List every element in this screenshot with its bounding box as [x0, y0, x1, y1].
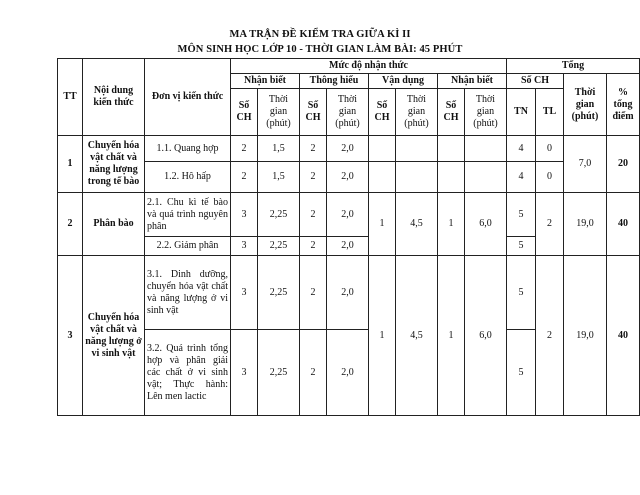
vdc-time: 6,0	[465, 193, 507, 256]
nb-count: 3	[231, 330, 258, 416]
header-level: Mức độ nhận thức	[231, 59, 507, 74]
header-vdc-time: Thời gian (phút)	[465, 89, 507, 136]
header-apply: Vận dụng	[369, 74, 438, 89]
vd-time: 4,5	[396, 193, 438, 256]
header-apply-high: Nhận biết	[438, 74, 507, 89]
table-row	[58, 136, 640, 162]
unit-label: 3.2. Quá trình tổng hợp và phân giải các chất ở vi sinh vật; Thực hành: Lên men lactic	[145, 330, 231, 416]
header-tl: TL	[536, 89, 564, 136]
section-topic: Chuyển hóa vật chất và năng lượng ở vi sinh vật	[83, 256, 145, 416]
tn-count: 4	[507, 162, 536, 193]
tl-count: 0	[536, 162, 564, 193]
nb-count: 3	[231, 193, 258, 237]
nb-time: 2,25	[258, 256, 300, 330]
th-time: 2,0	[327, 162, 369, 193]
th-time: 2,0	[327, 256, 369, 330]
vdc-time: 6,0	[465, 256, 507, 416]
nb-time: 2,25	[258, 330, 300, 416]
vdc-count: 1	[438, 256, 465, 416]
unit-label: 3.1. Dinh dưỡng, chuyển hóa vật chất và năng lượng ở vi sinh vật	[145, 256, 231, 330]
th-count: 2	[300, 193, 327, 237]
header-num-q: Số CH	[507, 74, 564, 89]
nb-time: 1,5	[258, 136, 300, 162]
th-time: 2,0	[327, 193, 369, 237]
header-total: Tổng	[507, 59, 640, 74]
header-nb-so: Số CH	[231, 89, 258, 136]
header-row-1	[58, 59, 640, 74]
header-tn: TN	[507, 89, 536, 136]
vd-time	[396, 136, 438, 162]
document-subtitle: MÔN SINH HỌC LỚP 10 - THỜI GIAN LÀM BÀI: 45 PHÚT	[177, 44, 463, 55]
header-understand: Thông hiểu	[300, 74, 369, 89]
header-unit: Đơn vị kiến thức	[145, 59, 231, 136]
header-tt: TT	[58, 59, 83, 136]
nb-count: 3	[231, 256, 258, 330]
header-vdc-so: Số CH	[438, 89, 465, 136]
nb-count: 2	[231, 162, 258, 193]
th-count: 2	[300, 330, 327, 416]
nb-count: 3	[231, 237, 258, 256]
th-count: 2	[300, 136, 327, 162]
th-count: 2	[300, 256, 327, 330]
percent-value: 20	[607, 136, 640, 193]
vd-count	[369, 162, 396, 193]
tn-count: 5	[507, 237, 536, 256]
vdc-count	[438, 136, 465, 162]
unit-label: 2.2. Giảm phân	[145, 237, 231, 256]
nb-count: 2	[231, 136, 258, 162]
section-number: 1	[58, 136, 83, 193]
vdc-count: 1	[438, 193, 465, 256]
vdc-time	[465, 136, 507, 162]
section-number: 3	[58, 256, 83, 416]
vdc-time	[465, 162, 507, 193]
document-title: MA TRẬN ĐỀ KIỂM TRA GIỮA KÌ II	[229, 29, 411, 40]
total-time: 19,0	[564, 256, 607, 416]
section-number: 2	[58, 193, 83, 256]
vdc-count	[438, 162, 465, 193]
tn-count: 5	[507, 330, 536, 416]
vd-time	[396, 162, 438, 193]
matrix-table	[57, 58, 640, 416]
unit-label: 1.2. Hô hấp	[145, 162, 231, 193]
nb-time: 1,5	[258, 162, 300, 193]
tn-count: 5	[507, 193, 536, 237]
table-row	[58, 193, 640, 237]
tl-count: 2	[536, 193, 564, 256]
nb-time: 2,25	[258, 193, 300, 237]
unit-label: 1.1. Quang hợp	[145, 136, 231, 162]
header-vd-so: Số CH	[369, 89, 396, 136]
unit-label: 2.1. Chu kì tế bào và quá trình nguyên phân	[145, 193, 231, 237]
nb-time: 2,25	[258, 237, 300, 256]
header-th-time: Thời gian (phút)	[327, 89, 369, 136]
tl-count: 2	[536, 256, 564, 416]
header-vd-time: Thời gian (phút)	[396, 89, 438, 136]
vd-time: 4,5	[396, 256, 438, 416]
table-row	[58, 256, 640, 330]
header-content: Nội dung kiến thức	[83, 59, 145, 136]
th-time: 2,0	[327, 136, 369, 162]
tn-count: 5	[507, 256, 536, 330]
vd-count: 1	[369, 256, 396, 416]
section-topic: Chuyển hóa vật chất và năng lượng trong tế bào	[83, 136, 145, 193]
header-th-so: Số CH	[300, 89, 327, 136]
vd-count	[369, 136, 396, 162]
th-count: 2	[300, 162, 327, 193]
total-time: 19,0	[564, 193, 607, 256]
total-time: 7,0	[564, 136, 607, 193]
th-time: 2,0	[327, 237, 369, 256]
header-recognize: Nhận biết	[231, 74, 300, 89]
section-topic: Phân bào	[83, 193, 145, 256]
header-nb-time: Thời gian (phút)	[258, 89, 300, 136]
percent-value: 40	[607, 193, 640, 256]
tn-count: 4	[507, 136, 536, 162]
header-total-time: Thời gian (phút)	[564, 74, 607, 136]
percent-value: 40	[607, 256, 640, 416]
tl-count: 0	[536, 136, 564, 162]
vd-count: 1	[369, 193, 396, 256]
header-percent: % tổng điểm	[607, 74, 640, 136]
table-row	[58, 162, 640, 193]
th-count: 2	[300, 237, 327, 256]
th-time: 2,0	[327, 330, 369, 416]
